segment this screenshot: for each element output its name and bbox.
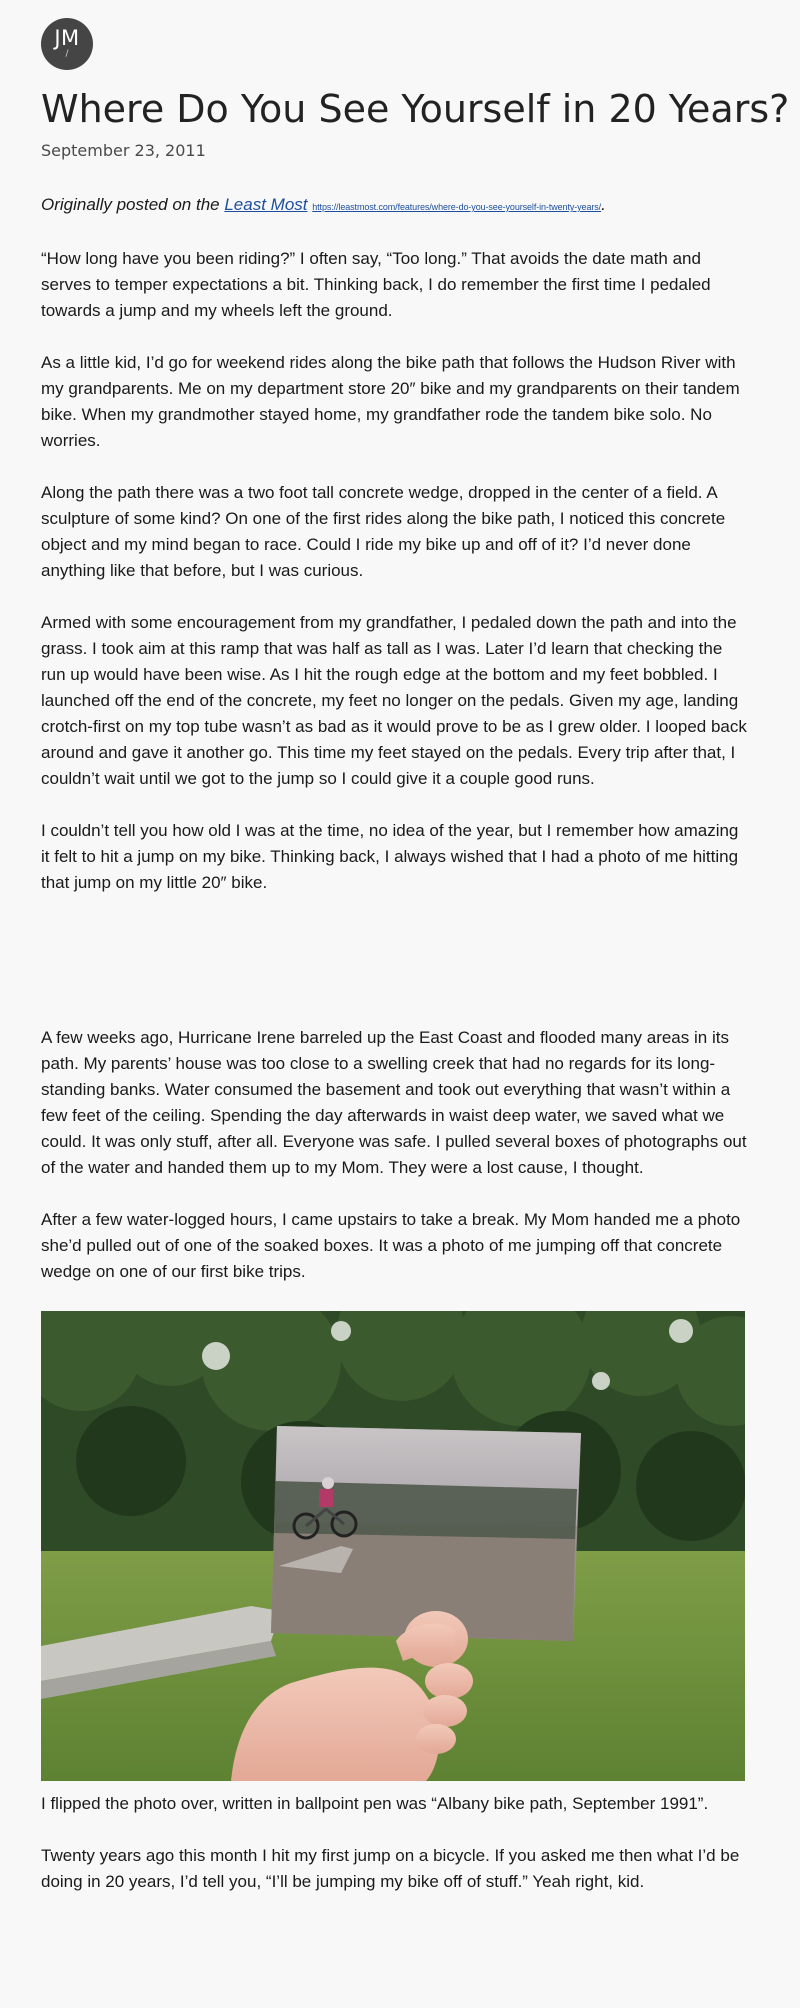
origin-suffix: . xyxy=(601,195,606,214)
held-photograph xyxy=(271,1426,581,1641)
author-avatar[interactable] xyxy=(41,18,93,70)
paragraph: “How long have you been riding?” I often say, “Too long.” That avoids the date math and serves to temper expectations a bit. Thinking back, I do remember the first time I pedaled towards a jump and my wheels left the ground. xyxy=(41,249,711,320)
avatar-initials: JM xyxy=(54,26,80,50)
origin-url-link[interactable]: https://leastmost.com/features/where-do-you-see-yourself-in-twenty-years/ xyxy=(312,202,602,212)
paragraph: I couldn’t tell you how old I was at the time, no idea of the year, but I remember how amazing it felt to hit a jump on my bike. Thinking back, I always wished that I had a photo of me hitting that jump on my little 20″ bike. xyxy=(41,821,739,892)
closing-paragraph: Twenty years ago this month I hit my first jump on a bicycle. If you asked me then what I’d be doing in 20 years, I’d tell you, “I’ll be jumping my bike off of stuff.” Yeah right, kid. xyxy=(41,1846,740,1891)
avatar-mark: / xyxy=(65,49,69,59)
origin-site-link[interactable]: Least Most xyxy=(224,195,308,214)
paragraph: As a little kid, I’d go for weekend rides along the bike path that follows the Hudson River with my grandparents. Me on my department store 20″ bike and my grandparents on their tandem bike. When my grandmother stayed home, my grandfather rode the tandem bike solo. No worries. xyxy=(41,353,740,450)
post-body xyxy=(41,192,751,1921)
section-gap xyxy=(41,922,751,1025)
paragraph: A few weeks ago, Hurricane Irene barreled up the East Coast and flooded many areas in its path. My parents’ house was too close to a swelling creek that had no regards for its long-standing banks. Water consumed the basement and took out everything that wasn’t within a few feet of the ceiling. Spending the day afterwards in waist deep water, we saved what we could. It was only stuff, after all. Everyone was safe. I pulled several boxes of photographs out of the water and handed them up to my Mom. They were a lost cause, I thought. xyxy=(41,1028,747,1177)
paragraph: Armed with some encouragement from my grandfather, I pedaled down the path and into the grass. I took aim at this ramp that was half as tall as I was. Later I’d learn that checking the run up would have been wise. As I hit the rough edge at the bottom and my feet bobbled. I launched off the end of the concrete, my feet no longer on the pedals. Given my age, landing crotch-first on my top tube wasn’t as bad as it would prove to be as I grew older. I looped back around and gave it another go. This time my feet stayed on the pedals. Every trip after that, I couldn’t wait until we got to the jump so I could give it a couple good runs. xyxy=(41,613,747,788)
origin-prefix: Originally posted on the xyxy=(41,195,225,214)
post-date: September 23, 2011 xyxy=(41,141,206,160)
paragraph: Along the path there was a two foot tall concrete wedge, dropped in the center of a field. A sculpture of some kind? On one of the first rides along the bike path, I noticed this concrete object and my mind began to race. Could I ride my bike up and off of it? I’d never done anything like that before, but I was curious. xyxy=(41,483,726,580)
photo-caption: I flipped the photo over, written in ballpoint pen was “Albany bike path, September 1991”. xyxy=(41,1794,709,1813)
paragraph: After a few water-logged hours, I came upstairs to take a break. My Mom handed me a photo she’d pulled out of one of the soaked boxes. It was a photo of me jumping off that concrete wedge on one of our first bike trips. xyxy=(41,1210,741,1281)
origin-note xyxy=(41,192,751,220)
bike-jump-photo xyxy=(41,1311,745,1781)
post-title: Where Do You See Yourself in 20 Years? xyxy=(41,87,790,131)
